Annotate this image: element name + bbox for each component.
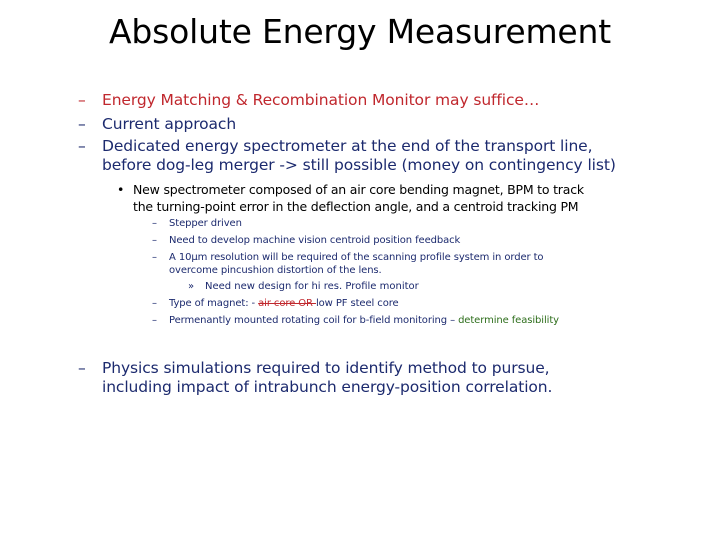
- dash-marker: –: [152, 235, 157, 246]
- dash-marker: –: [152, 315, 157, 326]
- coil-feasibility-text: determine feasibility: [458, 315, 559, 326]
- item-text: [169, 313, 559, 329]
- magnet-suffix: low PF steel core: [315, 298, 399, 309]
- bullet-text-line1: Dedicated energy spectrometer at the end of the transport line,: [102, 137, 593, 155]
- coil-main-text: Permenantly mounted rotating coil for b-field monitoring –: [169, 315, 459, 326]
- item-text-line2: overcome pincushion distortion of the lens.: [169, 265, 382, 276]
- dash-marker: –: [78, 359, 86, 377]
- arrow-marker: »: [188, 281, 195, 292]
- bullet-text: Current approach: [102, 115, 237, 133]
- magnet-prefix: Type of magnet: -: [169, 298, 259, 309]
- sub-bullet-line2: the turning-point error in the deflection angle, and a centroid tracking PM: [133, 199, 579, 214]
- dash-marker: –: [78, 115, 86, 133]
- dash-marker: –: [78, 137, 86, 155]
- dot-marker: •: [117, 182, 125, 197]
- bullet-text-line2: including impact of intrabunch energy-position correlation.: [102, 378, 553, 396]
- item-text: Need to develop machine vision centroid position feedback: [169, 235, 461, 246]
- slide-title: Absolute Energy Measurement: [109, 12, 611, 51]
- dash-marker: –: [152, 218, 157, 229]
- dash-marker: –: [152, 298, 157, 309]
- bullet-text-line1: Physics simulations required to identify method to pursue,: [102, 359, 550, 377]
- dash-marker: –: [78, 91, 86, 109]
- bullet-text-line2: before dog-leg merger -> still possible (money on contingency list): [102, 156, 616, 174]
- sub-bullet-line1: New spectrometer composed of an air core bending magnet, BPM to track: [133, 182, 584, 197]
- item-text: [169, 296, 399, 312]
- item-text-line1: A 10µm resolution will be required of the scanning profile system in order to: [169, 252, 544, 263]
- bullet-text: Energy Matching & Recombination Monitor may suffice…: [102, 91, 540, 109]
- dash-marker: –: [152, 252, 157, 263]
- item-text: Need new design for hi res. Profile monitor: [205, 281, 419, 292]
- magnet-struck-text: air core OR: [258, 298, 316, 309]
- item-text: Stepper driven: [169, 218, 242, 229]
